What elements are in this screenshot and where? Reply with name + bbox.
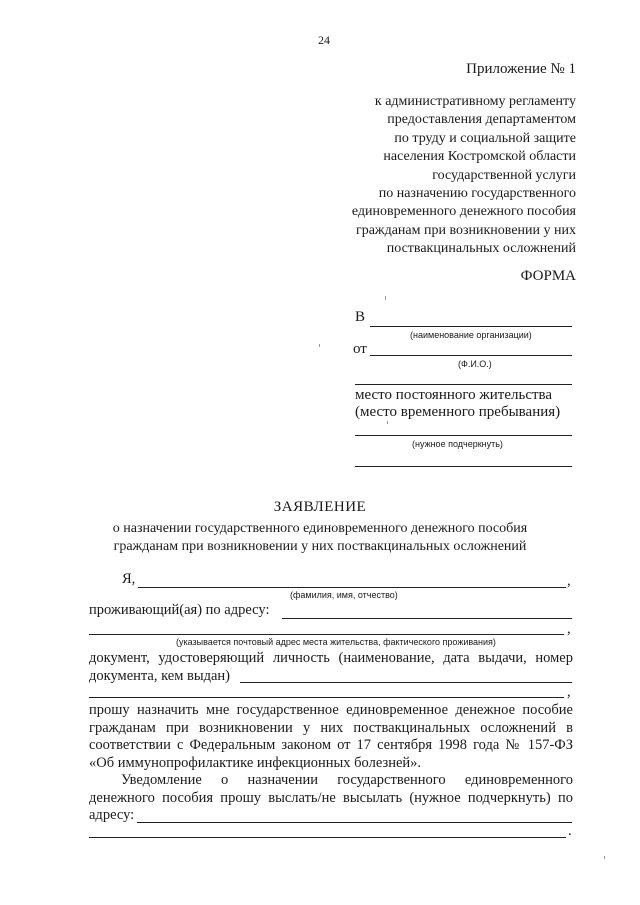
address-caption: (указывается почтовый адрес места жительства, фактического проживания) bbox=[176, 637, 496, 647]
document-title: ЗАЯВЛЕНИЕ bbox=[273, 499, 367, 515]
i-label: Я, bbox=[122, 571, 136, 587]
temporary-residence-label: (место временного пребывания) bbox=[355, 404, 561, 420]
request-paragraph bbox=[89, 702, 573, 772]
residence-field[interactable] bbox=[355, 435, 572, 436]
regulation-line: единовременного денежного пособия bbox=[351, 204, 576, 220]
regulation-line: государственной услуги bbox=[432, 167, 576, 183]
form-label: ФОРМА bbox=[520, 268, 576, 284]
final-period: . bbox=[568, 823, 572, 839]
full-name-field[interactable] bbox=[138, 587, 566, 588]
organization-caption: (наименование организации) bbox=[410, 330, 532, 340]
residence-label: место постоянного жительства bbox=[355, 387, 553, 403]
underline-caption: (нужное подчеркнуть) bbox=[412, 439, 503, 449]
subtitle-line: гражданам при возникновении у них поствакцинальных осложнений bbox=[113, 539, 527, 554]
regulation-line: к административному регламенту bbox=[374, 94, 576, 109]
scan-mark bbox=[604, 856, 605, 859]
notice-address-field-2[interactable] bbox=[89, 837, 566, 838]
document-comma: , bbox=[567, 684, 571, 700]
regulation-reference bbox=[276, 93, 576, 259]
scan-mark bbox=[319, 344, 320, 347]
request-line: «Об иммунопрофилактике инфекционных болезней». bbox=[89, 754, 422, 771]
address-label: проживающий(ая) по адресу: bbox=[89, 602, 270, 618]
document-line: документа, кем выдан) bbox=[89, 667, 231, 684]
scan-mark bbox=[387, 421, 388, 424]
from-label: от bbox=[353, 341, 367, 357]
applicant-name-field[interactable] bbox=[370, 355, 572, 356]
regulation-line: поствакцинальных осложнений bbox=[386, 241, 576, 257]
organization-field[interactable] bbox=[370, 326, 572, 327]
regulation-line: по назначению государственного bbox=[378, 186, 576, 202]
identity-document-field-2[interactable] bbox=[89, 697, 564, 698]
regulation-line: по труду и социальной защите bbox=[394, 130, 576, 146]
page-number: 24 bbox=[318, 33, 330, 47]
request-line: прошу назначить мне государственное единовременное денежное пособие bbox=[89, 702, 573, 718]
name-comma: , bbox=[567, 573, 571, 589]
full-name-caption: (фамилия, имя, отчество) bbox=[290, 590, 398, 600]
request-line: гражданам при возникновении у них поствакцинальных осложнений в bbox=[89, 719, 573, 736]
identity-document-field[interactable] bbox=[240, 682, 572, 683]
request-line: соответствии с Федеральным законом от 17 сентября 1998 года № 157-ФЗ bbox=[89, 737, 573, 753]
residence-field-2[interactable] bbox=[355, 466, 572, 467]
subtitle-line: о назначении государственного единовременного денежного пособия bbox=[112, 521, 528, 536]
document-paragraph bbox=[89, 650, 573, 685]
notice-line: денежного пособия прошу выслать/не высылать (нужное подчеркнуть) по bbox=[89, 789, 573, 806]
to-label: В bbox=[355, 309, 366, 325]
notice-address-label: адресу: bbox=[89, 807, 135, 823]
address-comma: , bbox=[567, 621, 571, 637]
regulation-line: населения Костромской области bbox=[383, 149, 576, 165]
address-field[interactable] bbox=[282, 618, 572, 619]
notice-paragraph bbox=[89, 772, 573, 807]
address-field-2[interactable] bbox=[89, 634, 564, 635]
applicant-extra-field[interactable] bbox=[355, 384, 572, 385]
regulation-line: предоставления департаментом bbox=[387, 112, 576, 128]
document-line: документ, удостоверяющий личность (наименование, дата выдачи, номер bbox=[89, 650, 573, 666]
fio-caption: (Ф.И.О.) bbox=[458, 359, 492, 369]
scan-mark bbox=[385, 296, 386, 300]
document-subtitle bbox=[80, 520, 560, 556]
notice-line: Уведомление о назначении государственного единовременного bbox=[121, 772, 573, 788]
regulation-line: гражданам при возникновении у них bbox=[355, 222, 576, 238]
appendix-heading: Приложение № 1 bbox=[466, 61, 576, 77]
notice-address-field[interactable] bbox=[137, 822, 572, 823]
